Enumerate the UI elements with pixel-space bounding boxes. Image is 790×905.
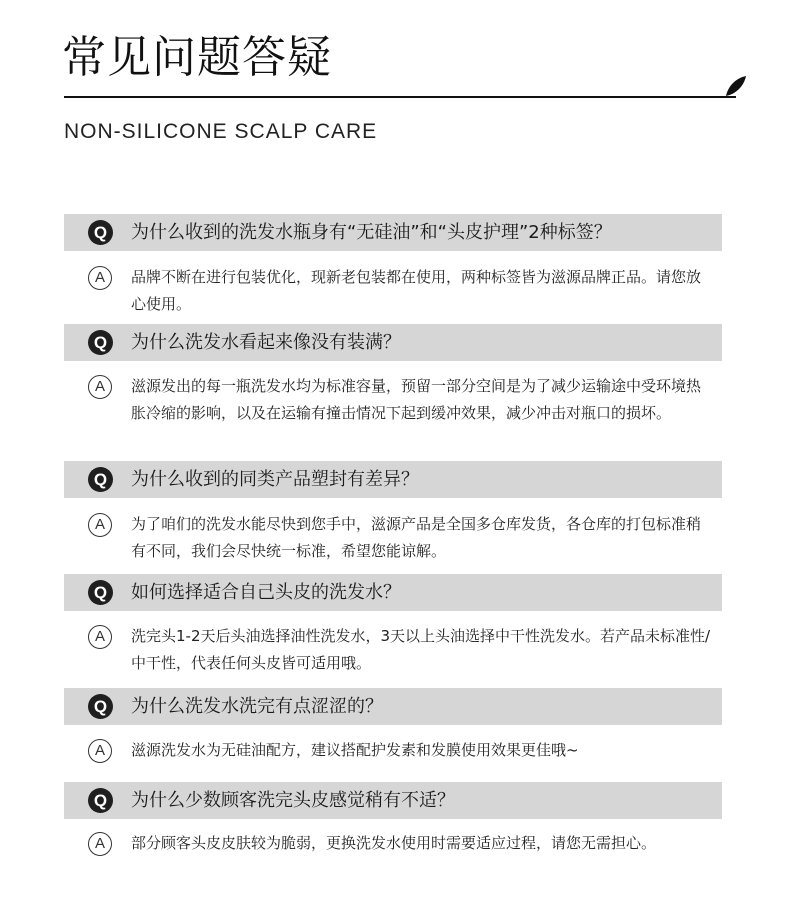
question-text: 如何选择适合自己头皮的洗发水？ — [131, 582, 401, 603]
question-bar — [64, 574, 722, 611]
question-bar — [64, 688, 722, 725]
q-badge: Q — [88, 580, 113, 605]
a-badge: A — [88, 266, 112, 290]
question-bar — [64, 782, 722, 819]
q-badge: Q — [88, 788, 113, 813]
leaf-icon — [724, 74, 748, 98]
question-text: 为什么洗发水洗完有点涩涩的？ — [131, 696, 383, 717]
answer-text: 部分顾客头皮皮肤较为脆弱，更换洗发水使用时需要适应过程，请您无需担心。 — [131, 834, 657, 852]
a-badge: A — [88, 625, 112, 649]
page-title: 常见问题答疑 — [62, 32, 332, 83]
answer-text: 滋源洗发水为无硅油配方，建议搭配护发素和发膜使用效果更佳哦~ — [131, 741, 579, 759]
answer-text: 品牌不断在进行包装优化，现新老包装都在使用，两种标签皆为滋源品牌正品。请您放心使用。 — [131, 268, 702, 313]
a-badge: A — [88, 832, 112, 856]
question-text: 为什么收到的洗发水瓶身有“无硅油”和“头皮护理”2种标签？ — [131, 222, 612, 243]
answer-text: 洗完头1-2天后头油选择油性洗发水，3天以上头油选择中干性洗发水。若产品未标准性/中干性，代表任何头皮皆可适用哦。 — [131, 627, 711, 672]
page-subtitle: NON-SILICONE SCALP CARE — [64, 120, 378, 143]
question-bar — [64, 324, 722, 361]
a-badge: A — [88, 513, 112, 537]
question-text: 为什么洗发水看起来像没有装满？ — [131, 332, 401, 353]
question-text: 为什么收到的同类产品塑封有差异？ — [131, 469, 419, 490]
a-badge: A — [88, 375, 112, 399]
question-text: 为什么少数顾客洗完头皮感觉稍有不适？ — [131, 790, 455, 811]
q-badge: Q — [88, 694, 113, 719]
a-badge: A — [88, 739, 112, 763]
answer-text: 为了咱们的洗发水能尽快到您手中，滋源产品是全国多仓库发货，各仓库的打包标准稍有不同，我们会尽快统一标准，希望您能谅解。 — [131, 515, 702, 560]
q-badge: Q — [88, 220, 113, 245]
answer-text: 滋源发出的每一瓶洗发水均为标准容量，预留一部分空间是为了减少运输途中受环境热胀冷缩的影响，以及在运输有撞击情况下起到缓冲效果，减少冲击对瓶口的损坏。 — [131, 377, 702, 422]
question-bar — [64, 214, 722, 251]
question-bar — [64, 461, 722, 498]
q-badge: Q — [88, 467, 113, 492]
q-badge: Q — [88, 330, 113, 355]
title-divider — [64, 96, 736, 98]
